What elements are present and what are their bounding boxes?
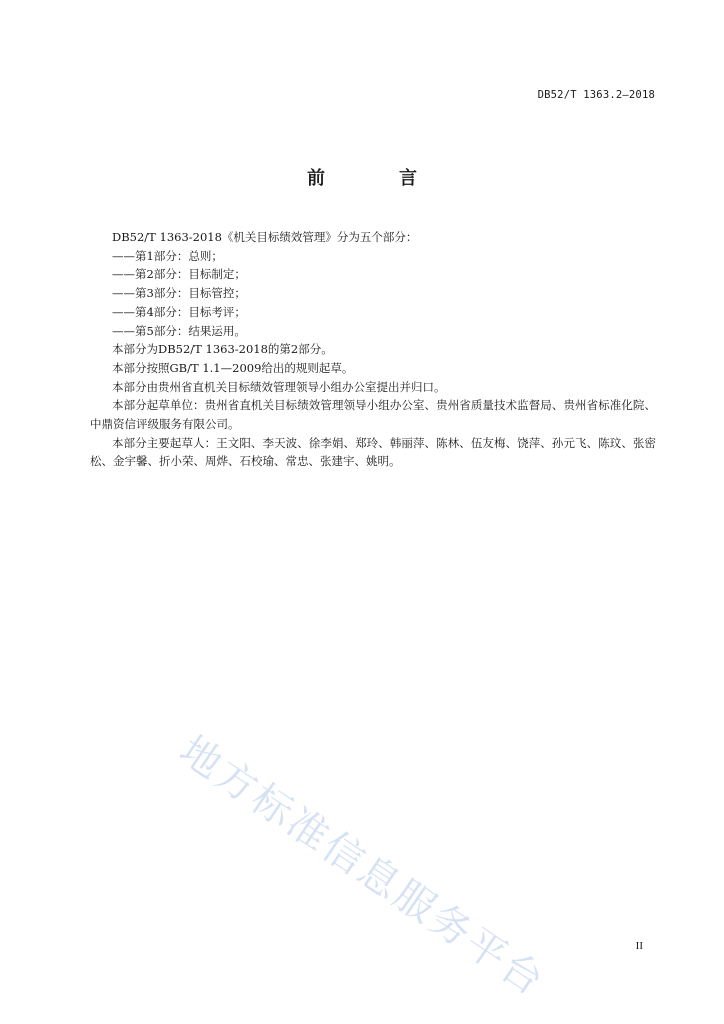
list-item: ——第4部分：目标考评； [112,304,246,319]
paragraph: 本部分按照GB/T 1.1—2009给出的规则起草。 [112,360,354,375]
paragraph: 本部分主要起草人：王文阳、李天波、徐李娟、郑玲、韩丽萍、陈林、伍友梅、饶萍、孙元飞、陈玟、张密松、金宇馨、折小荣、周烨、石校瑜、常忠、张建宇、姚明。 [90,435,656,469]
foreword-body [90,228,656,471]
list-item: ——第3部分：目标管控； [112,286,246,301]
list-item: ——第2部分：目标制定； [112,267,246,282]
watermark: 地方标准信息服务平台 [171,727,554,1006]
paragraph: 本部分起草单位：贵州省直机关目标绩效管理领导小组办公室、贵州省质量技术监督局、贵州省标准化院、中鼎资信评级服务有限公司。 [90,398,656,432]
paragraph: 本部分为DB52/T 1363-2018的第2部分。 [112,342,333,357]
list-item: ——第5部分：结果运用。 [112,323,246,338]
page-title: 前 言 [307,168,445,189]
paragraph: 本部分由贵州省直机关目标绩效管理领导小组办公室提出并归口。 [112,379,446,394]
page-number: II [635,940,643,952]
list-item: ——第1部分：总则； [112,248,223,263]
intro-paragraph: DB52/T 1363-2018《机关目标绩效管理》分为五个部分： [112,230,418,244]
document-code: DB52/T 1363.2—2018 [537,89,655,101]
